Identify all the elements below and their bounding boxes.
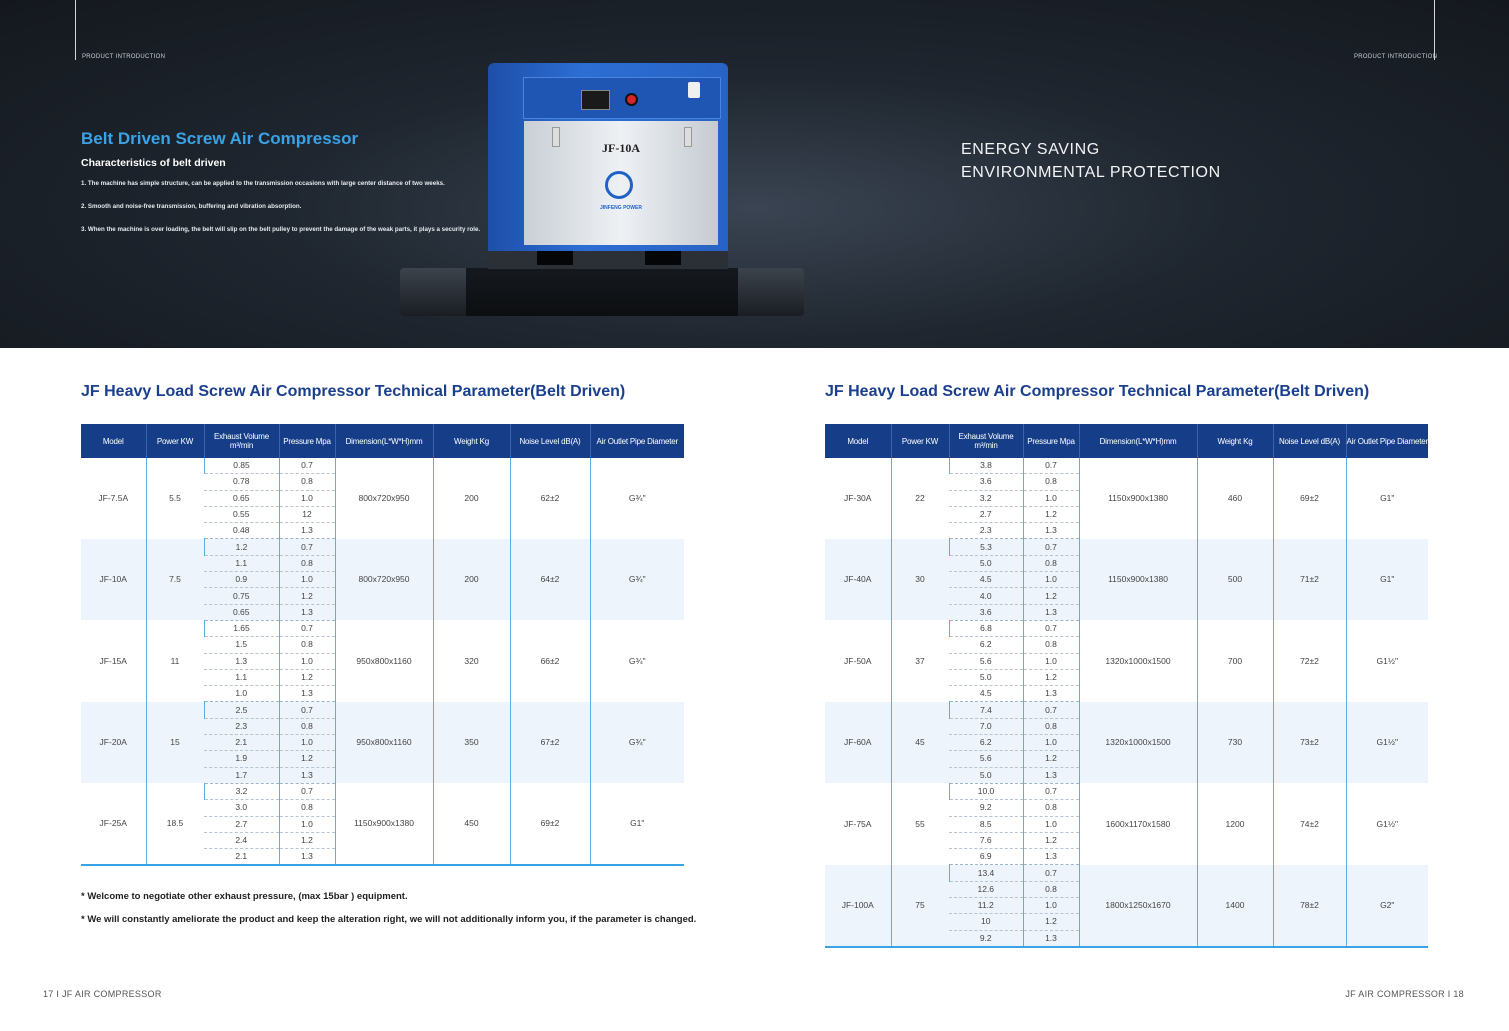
outlet-cell: G1": [1346, 458, 1428, 539]
footer-right: JF AIR COMPRESSOR I 18: [1345, 989, 1464, 999]
feature-2: 2. Smooth and noise-free transmission, buffering and vibration absorption.: [81, 203, 302, 210]
pressure-cell: 1.0: [279, 653, 335, 669]
pressure-cell: 0.8: [279, 474, 335, 490]
machine-base: [488, 251, 728, 269]
weight-cell: 450: [433, 783, 510, 865]
header-power: Power KW: [891, 424, 949, 458]
header-noise: Noise Level dB(A): [510, 424, 590, 458]
pressure-cell: 1.3: [279, 686, 335, 702]
header-pressure: Pressure Mpa: [279, 424, 335, 458]
pressure-cell: 1.0: [279, 816, 335, 832]
pressure-cell: 1.3: [1023, 523, 1079, 539]
model-cell: JF-60A: [825, 702, 891, 783]
model-cell: JF-10A: [81, 539, 146, 620]
exhaust-cell: 2.7: [204, 816, 279, 832]
pressure-cell: 0.7: [1023, 702, 1079, 718]
power-cell: 22: [891, 458, 949, 539]
spec-table-left: [81, 424, 684, 866]
model-cell: JF-40A: [825, 539, 891, 620]
outlet-cell: G2": [1346, 865, 1428, 947]
table-row: [81, 620, 684, 636]
dimension-cell: 800x720x950: [335, 539, 433, 620]
pressure-cell: 0.7: [1023, 620, 1079, 636]
table-header: [81, 424, 684, 458]
exhaust-cell: 11.2: [949, 898, 1023, 914]
exhaust-cell: 3.8: [949, 458, 1023, 474]
exhaust-cell: 1.2: [204, 539, 279, 555]
pressure-cell: 1.0: [1023, 735, 1079, 751]
table-row: [81, 783, 684, 799]
table-row: [825, 702, 1428, 718]
noise-cell: 66±2: [510, 620, 590, 701]
emergency-stop-icon: [625, 93, 638, 106]
exhaust-cell: 2.3: [949, 523, 1023, 539]
exhaust-cell: 12.6: [949, 881, 1023, 897]
exhaust-cell: 0.48: [204, 523, 279, 539]
exhaust-cell: 5.0: [949, 555, 1023, 571]
weight-cell: 200: [433, 458, 510, 539]
power-cell: 55: [891, 783, 949, 864]
dimension-cell: 1320x1000x1500: [1079, 702, 1197, 783]
intro-label-left: PRODUCT INTRODUCTION: [82, 54, 166, 60]
model-cell: JF-25A: [99, 818, 127, 829]
exhaust-cell: 5.6: [949, 751, 1023, 767]
pressure-cell: 1.2: [279, 669, 335, 685]
exhaust-cell: 6.2: [949, 735, 1023, 751]
pressure-cell: 1.2: [1023, 669, 1079, 685]
noise-cell: 73±2: [1273, 702, 1346, 783]
exhaust-cell: 1.7: [204, 767, 279, 783]
power-cell: 37: [891, 620, 949, 701]
pressure-cell: 0.8: [279, 718, 335, 734]
pressure-cell: 1.3: [279, 849, 335, 866]
exhaust-cell: 13.4: [949, 865, 1023, 881]
pressure-cell: 1.3: [279, 767, 335, 783]
weight-cell: 350: [433, 702, 510, 783]
machine-foot: [645, 251, 681, 265]
pressure-cell: 1.2: [279, 588, 335, 604]
header-noise: Noise Level dB(A): [1273, 424, 1346, 458]
noise-cell: 69±2: [1273, 458, 1346, 539]
table-row: [825, 458, 1428, 474]
power-cell: 7.5: [146, 539, 204, 620]
pressure-cell: 1.2: [1023, 751, 1079, 767]
pressure-cell: 0.7: [1023, 865, 1079, 881]
power-cell: 30: [891, 539, 949, 620]
pressure-cell: 1.0: [1023, 572, 1079, 588]
outlet-cell: G¾": [590, 620, 684, 701]
exhaust-cell: 3.6: [949, 474, 1023, 490]
exhaust-cell: 7.6: [949, 832, 1023, 848]
exhaust-cell: 7.4: [949, 702, 1023, 718]
exhaust-cell: 1.3: [204, 653, 279, 669]
header-outlet: Air Outlet Pipe Diameter: [1346, 424, 1428, 458]
exhaust-cell: 2.4: [204, 832, 279, 848]
spec-table-right: [825, 424, 1428, 948]
header-exhaust: Exhaust Volume m³/min: [949, 424, 1023, 458]
exhaust-cell: 4.5: [949, 686, 1023, 702]
exhaust-cell: 1.65: [204, 620, 279, 636]
power-cell: 75: [891, 865, 949, 947]
exhaust-cell: 0.65: [204, 604, 279, 620]
slogan-line-2: ENVIRONMENTAL PROTECTION: [961, 164, 1221, 181]
pressure-cell: 1.2: [1023, 914, 1079, 930]
pressure-cell: 1.3: [1023, 767, 1079, 783]
noise-cell: 71±2: [1273, 539, 1346, 620]
outlet-cell: G¾": [590, 539, 684, 620]
pressure-cell: 0.7: [1023, 458, 1079, 474]
slogan-line-1: ENERGY SAVING: [961, 141, 1100, 158]
intro-label-right: PRODUCT INTRODUCTION: [1354, 54, 1438, 60]
pressure-cell: 0.7: [279, 620, 335, 636]
power-cell: 11: [146, 620, 204, 701]
front-panel: [524, 121, 718, 245]
outlet-cell: G1": [590, 783, 684, 865]
pressure-cell: 0.7: [279, 539, 335, 555]
pressure-cell: 0.7: [279, 783, 335, 799]
exhaust-cell: 5.6: [949, 653, 1023, 669]
weight-cell: 320: [433, 620, 510, 701]
model-cell: JF-50A: [844, 655, 872, 666]
footer-left: 17 I JF AIR COMPRESSOR: [43, 989, 162, 999]
weight-cell: 700: [1197, 620, 1273, 701]
exhaust-cell: 3.0: [204, 800, 279, 816]
noise-cell: 69±2: [510, 783, 590, 865]
pressure-cell: 0.8: [279, 555, 335, 571]
model-cell: JF-15A: [99, 655, 127, 666]
dimension-cell: 1150x900x1380: [335, 783, 433, 865]
exhaust-cell: 3.6: [949, 604, 1023, 620]
header-outlet: Air Outlet Pipe Diameter: [590, 424, 684, 458]
pressure-cell: 1.2: [1023, 588, 1079, 604]
exhaust-cell: 5.3: [949, 539, 1023, 555]
feature-1: 1. The machine has simple structure, can be applied to the transmission occasions with large center distance of two weeks.: [81, 180, 445, 187]
warning-sign-icon: [688, 82, 700, 98]
header-exhaust: Exhaust Volume m³/min: [204, 424, 279, 458]
exhaust-cell: 2.7: [949, 506, 1023, 522]
noise-cell: 78±2: [1273, 865, 1346, 947]
pressure-cell: 0.8: [1023, 555, 1079, 571]
pressure-cell: 1.0: [1023, 816, 1079, 832]
table-row: [825, 620, 1428, 636]
pressure-cell: 1.2: [279, 751, 335, 767]
pedestal-center: [466, 268, 738, 316]
table-title-left: JF Heavy Load Screw Air Compressor Technical Parameter(Belt Driven): [81, 383, 626, 400]
header-model: Model: [825, 424, 891, 458]
pressure-cell: 12: [279, 506, 335, 522]
table-row: [825, 865, 1428, 881]
header-power: Power KW: [146, 424, 204, 458]
pressure-cell: 1.2: [1023, 506, 1079, 522]
exhaust-cell: 10: [949, 914, 1023, 930]
exhaust-cell: 1.1: [204, 669, 279, 685]
noise-cell: 72±2: [1273, 620, 1346, 701]
weight-cell: 1400: [1197, 865, 1273, 947]
model-cell: JF-30A: [844, 492, 872, 503]
pressure-cell: 1.0: [1023, 490, 1079, 506]
dimension-cell: 1150x900x1380: [1079, 539, 1197, 620]
exhaust-cell: 5.0: [949, 767, 1023, 783]
dimension-cell: 1600x1170x1580: [1079, 783, 1197, 864]
table-header: [825, 424, 1428, 458]
weight-cell: 730: [1197, 702, 1273, 783]
exhaust-cell: 6.8: [949, 620, 1023, 636]
weight-cell: 1200: [1197, 783, 1273, 864]
pressure-cell: 1.3: [1023, 604, 1079, 620]
exhaust-cell: 8.5: [949, 816, 1023, 832]
weight-cell: 460: [1197, 458, 1273, 539]
pressure-cell: 0.8: [1023, 800, 1079, 816]
table-row: [81, 702, 684, 718]
weight-cell: 500: [1197, 539, 1273, 620]
banner-title: Belt Driven Screw Air Compressor: [81, 129, 359, 148]
pressure-cell: 0.7: [1023, 783, 1079, 799]
pressure-cell: 1.3: [1023, 930, 1079, 947]
exhaust-cell: 3.2: [949, 490, 1023, 506]
header-weight: Weight Kg: [1197, 424, 1273, 458]
exhaust-cell: 1.9: [204, 751, 279, 767]
pressure-cell: 1.3: [279, 523, 335, 539]
dimension-cell: 1800x1250x1670: [1079, 865, 1197, 947]
header-dimension: Dimension(L*W*H)mm: [1079, 424, 1197, 458]
pressure-cell: 0.7: [1023, 539, 1079, 555]
table-row: [81, 458, 684, 474]
banner: [0, 0, 1509, 348]
exhaust-cell: 9.2: [949, 930, 1023, 947]
power-cell: 15: [146, 702, 204, 783]
header-weight: Weight Kg: [433, 424, 510, 458]
model-cell: JF-100A: [825, 865, 891, 947]
pressure-cell: 0.8: [279, 637, 335, 653]
header-pressure: Pressure Mpa: [1023, 424, 1079, 458]
outlet-cell: G1½": [1346, 620, 1428, 701]
pressure-cell: 1.0: [1023, 898, 1079, 914]
exhaust-cell: 1.5: [204, 637, 279, 653]
dimension-cell: 800x720x950: [335, 458, 433, 539]
table-row: [825, 783, 1428, 799]
banner-subtitle: Characteristics of belt driven: [81, 157, 226, 169]
note-2: * We will constantly ameliorate the product and keep the alteration right, we will not additionally inform you, if the parameter is changed.: [81, 914, 697, 925]
machine-foot: [537, 251, 573, 265]
noise-cell: 64±2: [510, 539, 590, 620]
model-cell: JF-75A: [844, 818, 872, 829]
exhaust-cell: 5.0: [949, 669, 1023, 685]
exhaust-cell: 0.75: [204, 588, 279, 604]
exhaust-cell: 0.65: [204, 490, 279, 506]
exhaust-cell: 0.85: [204, 458, 279, 474]
noise-cell: 67±2: [510, 702, 590, 783]
exhaust-cell: 0.78: [204, 474, 279, 490]
power-cell: 5.5: [146, 458, 204, 539]
divider-line: [1434, 0, 1435, 60]
pressure-cell: 0.8: [1023, 474, 1079, 490]
display-icon: [581, 90, 610, 110]
pressure-cell: 0.7: [279, 702, 335, 718]
outlet-cell: G1": [1346, 539, 1428, 620]
exhaust-cell: 0.9: [204, 572, 279, 588]
exhaust-cell: 4.0: [949, 588, 1023, 604]
outlet-cell: G¾": [590, 702, 684, 783]
outlet-cell: G1½": [1346, 783, 1428, 864]
machine-model-label: JF-10A: [602, 141, 640, 155]
exhaust-cell: 1.1: [204, 555, 279, 571]
exhaust-cell: 6.9: [949, 849, 1023, 865]
compressor-image: [488, 63, 728, 269]
header-dimension: Dimension(L*W*H)mm: [335, 424, 433, 458]
feature-3: 3. When the machine is over loading, the belt will slip on the belt pulley to prevent the damage of the weak parts, it plays a security role.: [81, 226, 481, 233]
power-cell: 45: [891, 702, 949, 783]
power-cell: 18.5: [146, 783, 204, 865]
dimension-cell: 1320x1000x1500: [1079, 620, 1197, 701]
pressure-cell: 0.8: [1023, 881, 1079, 897]
pressure-cell: 1.2: [1023, 832, 1079, 848]
exhaust-cell: 6.2: [949, 637, 1023, 653]
exhaust-cell: 2.1: [204, 849, 279, 866]
noise-cell: 62±2: [510, 458, 590, 539]
pressure-cell: 1.3: [1023, 849, 1079, 865]
outlet-cell: G1½": [1346, 702, 1428, 783]
table-row: [81, 539, 684, 555]
pressure-cell: 1.0: [1023, 653, 1079, 669]
table-title-right: JF Heavy Load Screw Air Compressor Technical Parameter(Belt Driven): [825, 383, 1370, 400]
note-1: * Welcome to negotiate other exhaust pressure, (max 15bar ) equipment.: [81, 891, 408, 902]
pressure-cell: 1.0: [279, 490, 335, 506]
exhaust-cell: 10.0: [949, 783, 1023, 799]
pressure-cell: 0.7: [279, 458, 335, 474]
brand-logo-icon: [605, 171, 633, 199]
pressure-cell: 1.0: [279, 572, 335, 588]
pressure-cell: 1.3: [1023, 686, 1079, 702]
pressure-cell: 0.8: [279, 800, 335, 816]
control-panel: [523, 77, 721, 119]
exhaust-cell: 2.5: [204, 702, 279, 718]
machine-brand-label: JINFENG POWER: [600, 205, 642, 211]
exhaust-cell: 9.2: [949, 800, 1023, 816]
pressure-cell: 0.8: [1023, 637, 1079, 653]
pressure-cell: 1.0: [279, 735, 335, 751]
exhaust-cell: 2.3: [204, 718, 279, 734]
header-model: Model: [81, 424, 146, 458]
exhaust-cell: 0.55: [204, 506, 279, 522]
exhaust-cell: 4.5: [949, 572, 1023, 588]
pressure-cell: 0.8: [1023, 718, 1079, 734]
outlet-cell: G¾": [590, 458, 684, 539]
table-row: [825, 539, 1428, 555]
exhaust-cell: 3.2: [204, 783, 279, 799]
exhaust-cell: 7.0: [949, 718, 1023, 734]
dimension-cell: 1150x900x1380: [1079, 458, 1197, 539]
dimension-cell: 950x800x1160: [335, 620, 433, 701]
model-cell: JF-20A: [81, 702, 146, 783]
weight-cell: 200: [433, 539, 510, 620]
exhaust-cell: 2.1: [204, 735, 279, 751]
noise-cell: 74±2: [1273, 783, 1346, 864]
pressure-cell: 1.2: [279, 832, 335, 848]
pressure-cell: 1.3: [279, 604, 335, 620]
model-cell: JF-7.5A: [98, 492, 129, 503]
dimension-cell: 950x800x1160: [335, 702, 433, 783]
exhaust-cell: 1.0: [204, 686, 279, 702]
divider-line: [75, 0, 76, 60]
